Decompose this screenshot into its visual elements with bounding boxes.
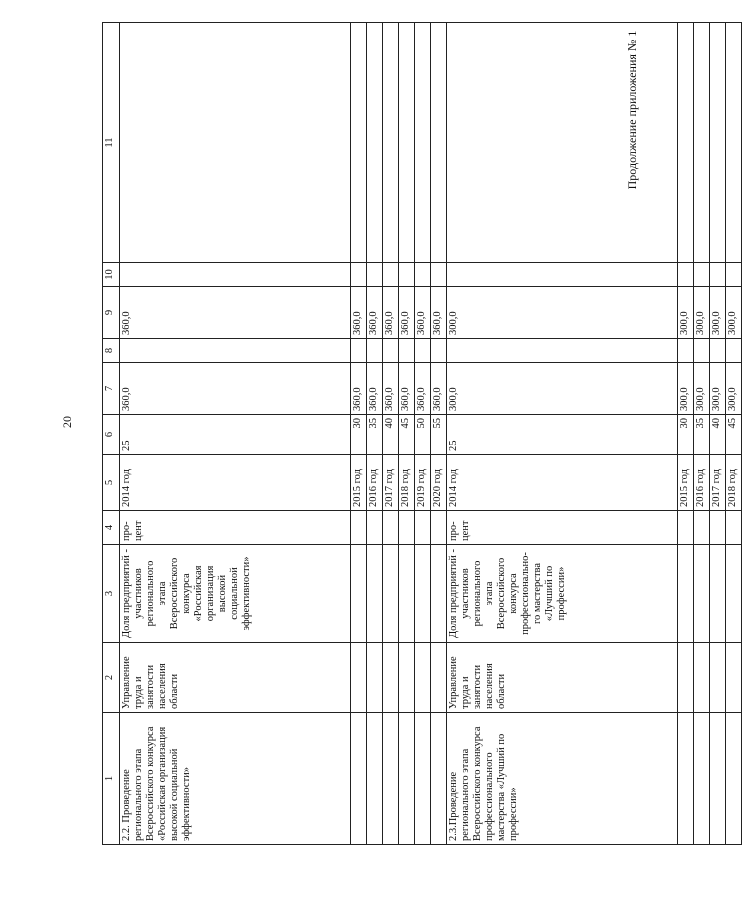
table-row [351,23,367,845]
table-row [120,23,351,845]
funding-cell: 300,0 [710,363,726,415]
value-cell: 35 [694,415,710,455]
value-cell: 25 [447,415,678,455]
value-cell: 45 [726,415,742,455]
column-number: 11 [103,23,120,263]
column-number: 9 [103,287,120,339]
column-number: 4 [103,511,120,545]
column-number: 7 [103,363,120,415]
value-cell: 40 [710,415,726,455]
column-number: 1 [103,713,120,845]
year-cell: 2015 год [678,455,694,511]
column-number: 5 [103,455,120,511]
column-number: 2 [103,643,120,713]
measure-cell: 2.2. Проведение регионального этапа Всероссийского конкурса «Российская организация высокой социальной эффективности» [120,713,351,845]
funding-cell: 360,0 [415,363,431,415]
unit-cell: про-цент [447,511,678,545]
unit-cell: про-цент [120,511,351,545]
funding-cell: 300,0 [726,287,742,339]
year-cell: 2018 год [399,455,415,511]
funding-cell: 360,0 [415,287,431,339]
funding-cell: 300,0 [678,287,694,339]
value-cell: 50 [415,415,431,455]
year-cell: 2017 год [383,455,399,511]
year-cell: 2016 год [367,455,383,511]
table-row [383,23,399,845]
indicator-cell: Доля предприятий - участников регионального этапа Всероссийского конкурса профессионально-го мастерства «Лучший по профессии» [447,545,678,643]
empty-cell [447,23,678,263]
table-row [431,23,447,845]
year-cell: 2017 год [710,455,726,511]
table-row [399,23,415,845]
funding-cell: 360,0 [383,287,399,339]
funding-cell: 300,0 [678,363,694,415]
empty-cell [120,23,351,263]
value-cell: 30 [678,415,694,455]
table-row [367,23,383,845]
empty-cell [120,263,351,287]
funding-cell: 360,0 [120,363,351,415]
empty-cell [447,339,678,363]
funding-cell: 360,0 [120,287,351,339]
value-cell: 55 [431,415,447,455]
column-number: 10 [103,263,120,287]
value-cell: 40 [383,415,399,455]
table-row [415,23,431,845]
year-cell: 2015 год [351,455,367,511]
funding-cell: 360,0 [399,363,415,415]
funding-cell: 360,0 [399,287,415,339]
table-row [710,23,726,845]
year-cell: 2019 год [415,455,431,511]
main-table [102,22,742,845]
appendix-note: Продолжение приложения № 1 [625,30,639,190]
executor-cell: Управление труда и занятости населения области [120,643,351,713]
funding-cell: 300,0 [710,287,726,339]
year-cell: 2014 год [447,455,678,511]
executor-cell: Управление труда и занятости населения области [447,643,678,713]
table-row [726,23,742,845]
funding-cell: 300,0 [694,363,710,415]
table-row [678,23,694,845]
funding-cell: 300,0 [694,287,710,339]
column-number: 8 [103,339,120,363]
funding-cell: 300,0 [447,363,678,415]
funding-cell: 360,0 [431,287,447,339]
value-cell: 35 [367,415,383,455]
measure-cell: 2.3.Проведение регионального этапа Всероссийского конкурса профессионального мастерства «Лучший по профессии» [447,713,678,845]
page-number: 20 [60,416,74,428]
funding-cell: 360,0 [367,287,383,339]
funding-cell: 360,0 [383,363,399,415]
year-cell: 2018 год [726,455,742,511]
empty-cell [447,263,678,287]
year-cell: 2016 год [694,455,710,511]
column-number: 3 [103,545,120,643]
column-number-row [103,23,120,845]
funding-cell: 300,0 [726,363,742,415]
table-row [694,23,710,845]
funding-cell: 360,0 [351,287,367,339]
column-number: 6 [103,415,120,455]
year-cell: 2014 год [120,455,351,511]
table-row [447,23,678,845]
funding-cell: 360,0 [431,363,447,415]
value-cell: 25 [120,415,351,455]
funding-cell: 300,0 [447,287,678,339]
value-cell: 30 [351,415,367,455]
value-cell: 45 [399,415,415,455]
funding-cell: 360,0 [367,363,383,415]
indicator-cell: Доля предприятий - участников регионального этапа Всероссийского конкурса «Российская организация высокой социальной эффективности» [120,545,351,643]
empty-cell [120,339,351,363]
funding-cell: 360,0 [351,363,367,415]
year-cell: 2020 год [431,455,447,511]
